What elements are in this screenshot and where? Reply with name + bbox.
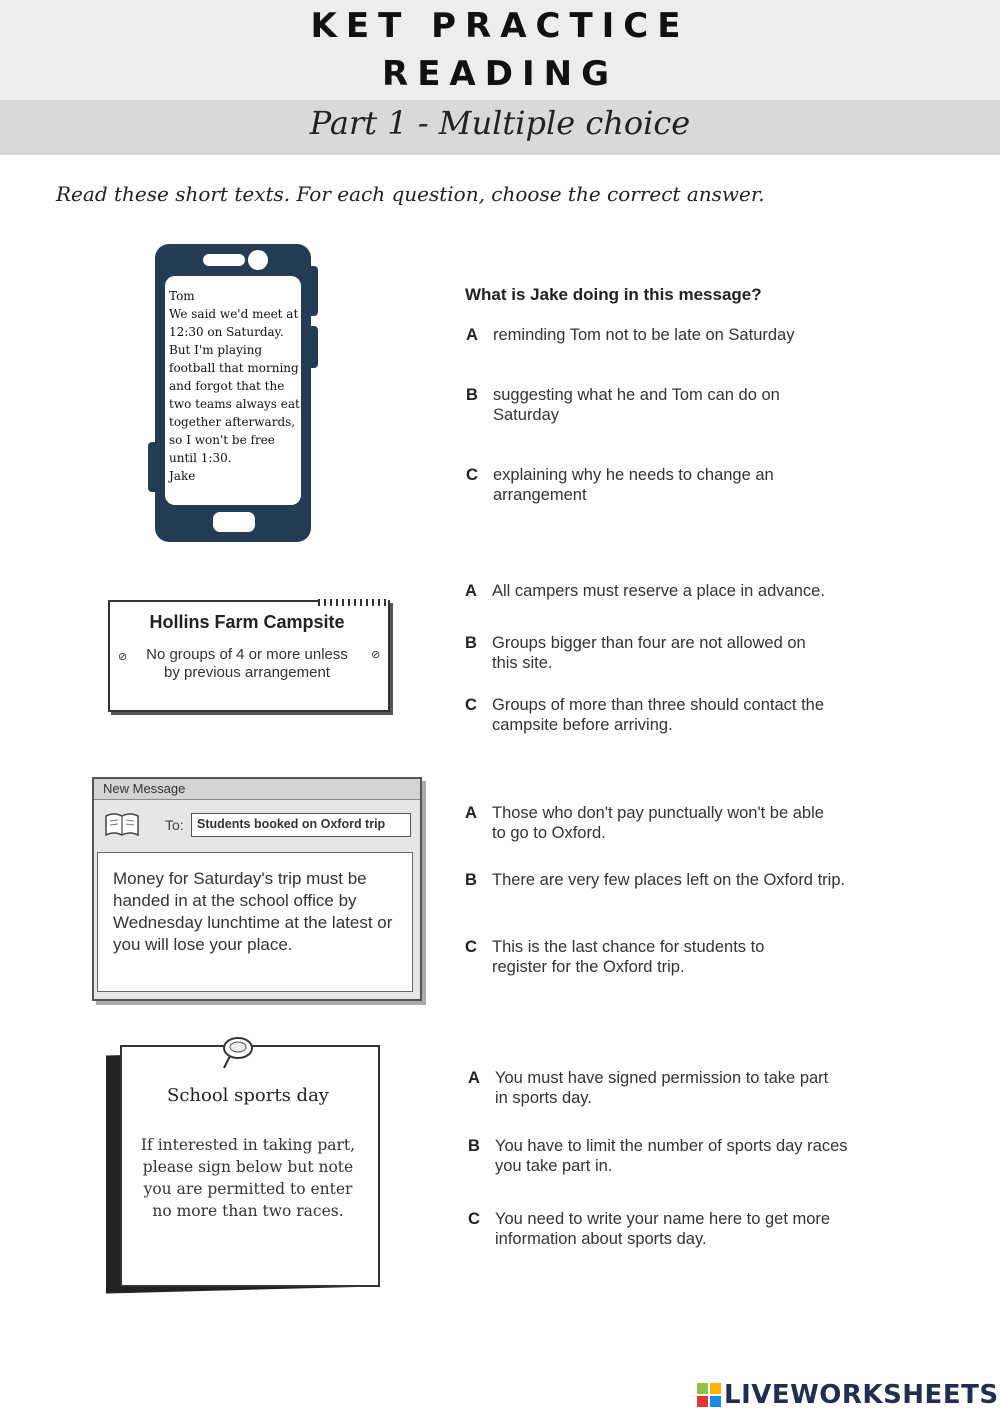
option-letter: C — [466, 466, 478, 484]
option-letter: B — [466, 386, 478, 404]
no-entry-icon: ⊘ — [371, 649, 381, 661]
phone-home-button — [213, 512, 255, 532]
option-text: explaining why he needs to change an arrangement — [493, 466, 774, 504]
page-title-line1: KET PRACTICE — [310, 6, 690, 46]
email-window-title: New Message — [103, 781, 186, 796]
option-text: Groups of more than three should contact the campsite before arriving. — [492, 696, 825, 734]
address-book-icon — [104, 812, 140, 838]
phone-speaker — [203, 254, 245, 266]
option-letter: A — [465, 804, 477, 822]
option-text: Those who don't pay punctually won't be able to go to Oxford. — [492, 804, 824, 842]
q1-option-a[interactable] — [466, 325, 836, 345]
page-subtitle: Part 1 - Multiple choice — [309, 104, 691, 142]
option-text: reminding Tom not to be late on Saturday — [493, 326, 795, 344]
no-entry-icon: ⊘ — [118, 651, 128, 663]
option-text: suggesting what he and Tom can do on Saturday — [493, 386, 780, 424]
option-letter: B — [465, 634, 477, 652]
option-letter: B — [465, 871, 477, 889]
option-text: Groups bigger than four are not allowed on this site. — [492, 634, 806, 672]
q3-option-c[interactable] — [465, 937, 810, 977]
email-to-label: To: — [165, 817, 184, 833]
option-text: You must have signed permission to take part in sports day. — [495, 1069, 829, 1107]
notice-title: School sports day — [167, 1085, 329, 1106]
option-text: You need to write your name here to get more information about sports day. — [495, 1210, 831, 1248]
liveworksheets-logo-icon — [697, 1383, 721, 1407]
page-title-line2: READING — [382, 54, 618, 94]
option-letter: C — [468, 1210, 480, 1228]
option-letter: C — [465, 938, 477, 956]
phone-side-button — [148, 442, 162, 492]
option-text: This is the last chance for students to register for the Oxford trip. — [492, 938, 765, 976]
sign-text: No groups of 4 or more unless by previous arrangement — [146, 646, 348, 681]
option-text: You have to limit the number of sports day races you take part in. — [495, 1137, 848, 1175]
phone-camera — [248, 250, 268, 270]
notice-text: If interested in taking part, please sign below but note you are permitted to enter no more than two races. — [140, 1136, 356, 1220]
option-letter: C — [465, 696, 477, 714]
option-text: All campers must reserve a place in advance. — [492, 582, 825, 600]
option-letter: B — [468, 1137, 480, 1155]
liveworksheets-logo: LIVEWORKSHEETS — [724, 1380, 999, 1410]
q3-option-b[interactable] — [465, 870, 850, 890]
q1-option-b[interactable] — [466, 385, 806, 425]
email-body-text: Money for Saturday's trip must be handed in at the school office by Wednesday lunchtime at the latest or you will lose your place. — [113, 869, 393, 954]
sign-texture — [318, 599, 388, 606]
sign-title: Hollins Farm Campsite — [149, 612, 345, 632]
q3-option-a[interactable] — [465, 803, 825, 843]
instructions: Read these short texts. For each question, choose the correct answer. — [56, 182, 765, 206]
option-text: There are very few places left on the Oxford trip. — [492, 871, 846, 889]
q4-option-b[interactable] — [468, 1136, 853, 1176]
email-to-value: Students booked on Oxford trip — [197, 817, 386, 831]
q1-option-c[interactable] — [466, 465, 806, 505]
q4-option-a[interactable] — [468, 1068, 838, 1108]
q4-option-c[interactable] — [468, 1209, 838, 1249]
question-1-stem: What is Jake doing in this message? — [465, 285, 762, 304]
q2-option-c[interactable] — [465, 695, 825, 735]
text-message: Tom We said we'd meet at 12:30 on Saturday. But I'm playing football that morning and forgot that the two teams always eat together afterwards, so I won't be free until 1:30. Jake — [169, 289, 300, 483]
option-letter: A — [466, 326, 478, 344]
q2-option-a[interactable] — [465, 581, 845, 601]
q2-option-b[interactable] — [465, 633, 825, 673]
option-letter: A — [465, 582, 477, 600]
pushpin-icon — [216, 1034, 256, 1074]
option-letter: A — [468, 1069, 480, 1087]
